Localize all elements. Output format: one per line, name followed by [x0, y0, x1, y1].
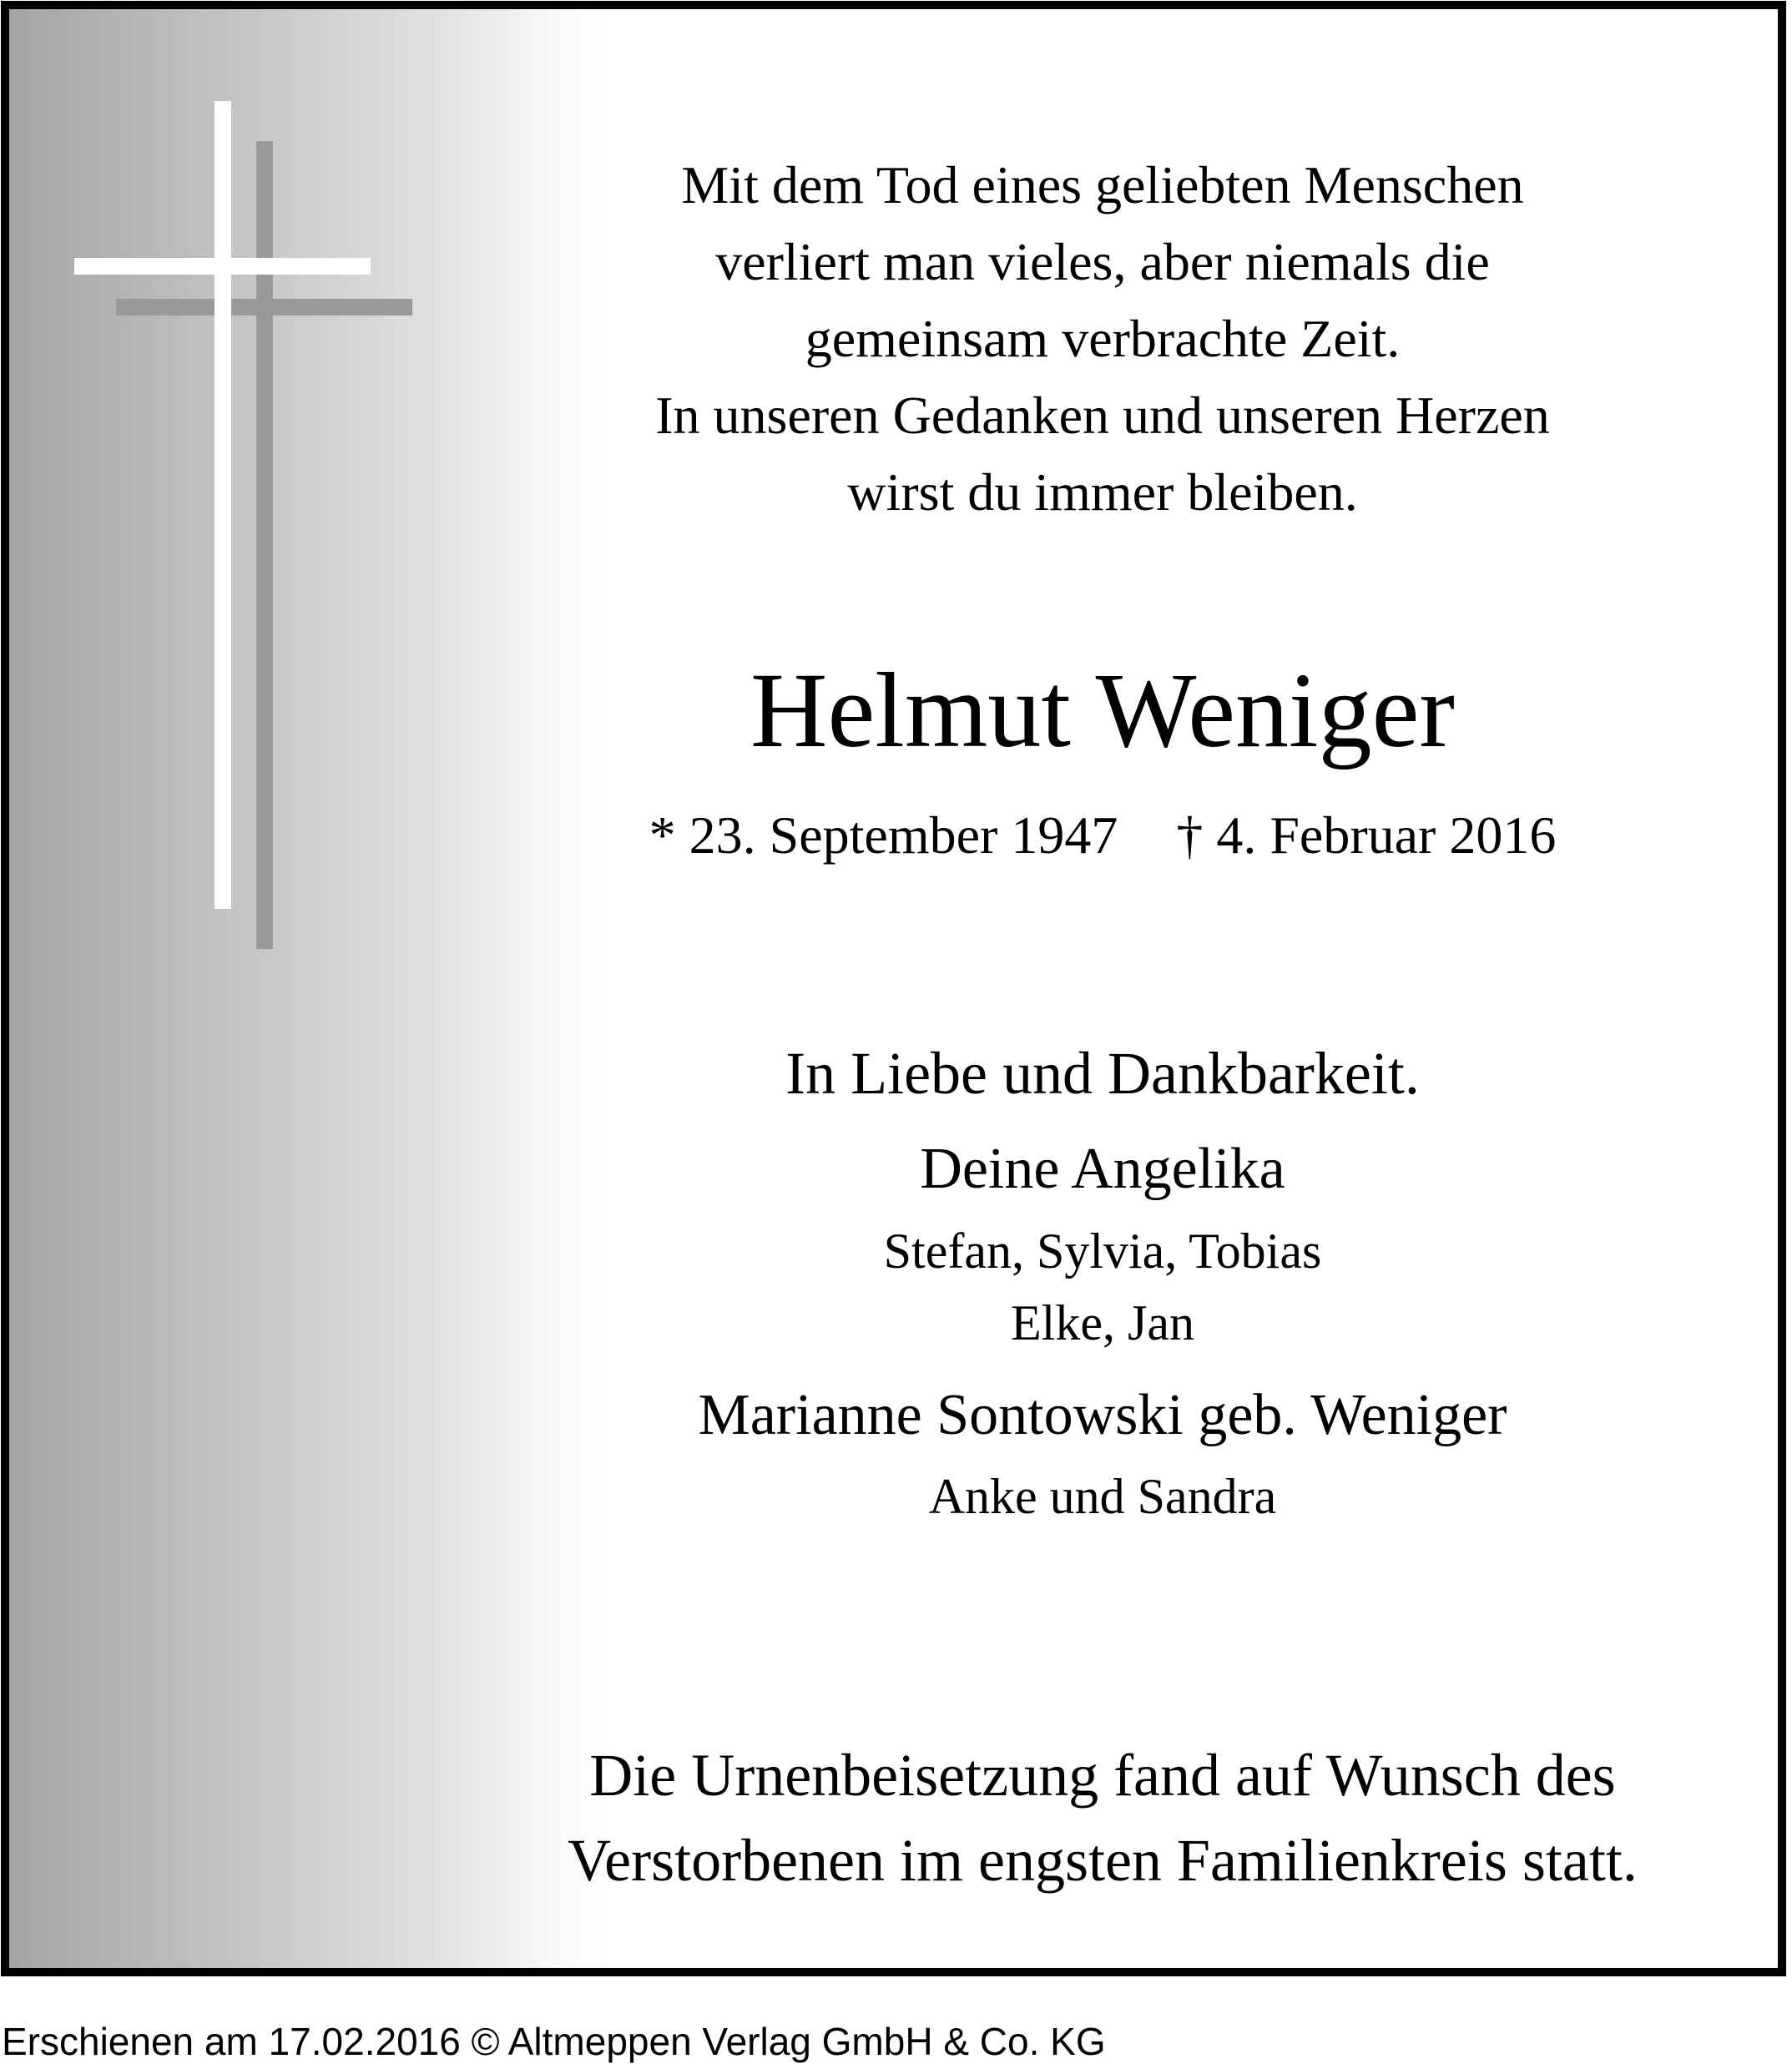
verse-line: Mit dem Tod eines geliebten Menschen	[681, 155, 1524, 214]
mourner-children-line: Stefan, Sylvia, Tobias	[883, 1224, 1322, 1279]
closing-phrase: In Liebe und Dankbarkeit.	[785, 1040, 1420, 1107]
mourner-sibling: Marianne Sontowski geb. Weniger	[698, 1383, 1507, 1447]
memorial-verse	[527, 147, 1678, 531]
birth-date: * 23. September 1947	[649, 805, 1118, 865]
cross-icon	[9, 9, 510, 1011]
verse-line: In unseren Gedanken und unseren Herzen	[655, 386, 1550, 445]
burial-note-line: Die Urnenbeisetzung fand auf Wunsch des	[589, 1742, 1616, 1809]
verse-line: wirst du immer bleiben.	[847, 462, 1358, 522]
mourner-spouse: Deine Angelika	[920, 1137, 1285, 1201]
verse-line: gemeinsam verbrachte Zeit.	[805, 309, 1401, 368]
mourner-children-line: Elke, Jan	[1011, 1295, 1194, 1350]
mourner-children	[527, 1215, 1678, 1359]
verse-line: verliert man vieles, aber niemals die	[715, 232, 1490, 291]
obituary-frame	[1, 1, 1786, 1976]
death-date: † 4. Februar 2016	[1176, 805, 1557, 865]
life-dates	[527, 802, 1678, 869]
mourner-sibling-family: Anke und Sandra	[928, 1469, 1277, 1524]
burial-note-line: Verstorbenen im engsten Familienkreis statt.	[568, 1827, 1638, 1894]
deceased-name: Helmut Weniger	[750, 651, 1455, 770]
publication-footer: Erschienen am 17.02.2016 © Altmeppen Verlag GmbH & Co. KG	[2, 2020, 1106, 2063]
burial-note	[527, 1733, 1678, 1903]
